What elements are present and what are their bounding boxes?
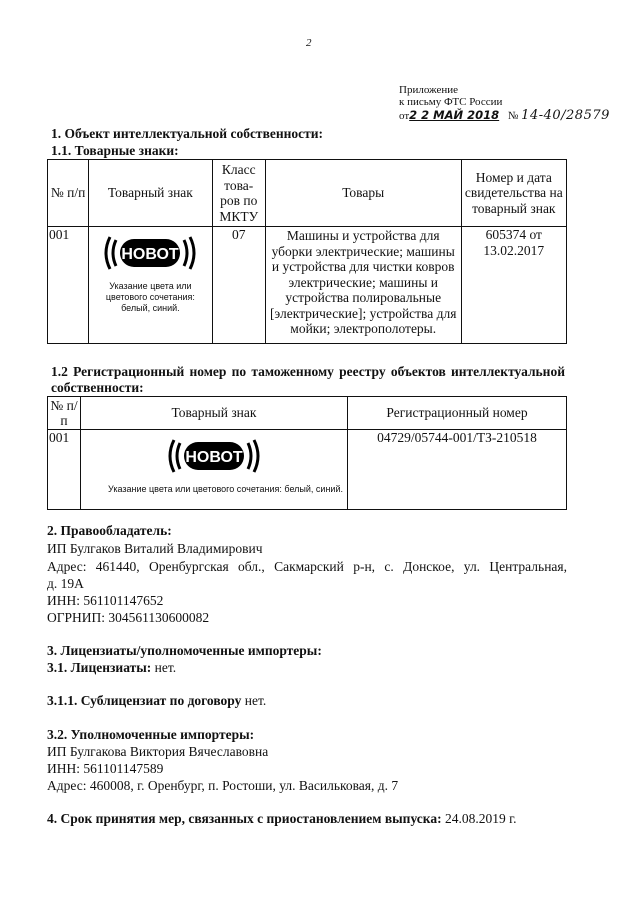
hobot-logo-icon: [100, 231, 200, 275]
owner-inn: ИНН: 561101147652: [47, 593, 164, 608]
appendix-date: 2 2 МАЙ 2018: [409, 108, 500, 122]
date-prefix: от: [399, 110, 410, 122]
svg-text:НОВОТ: НОВОТ: [121, 246, 180, 263]
color-caption: Указание цвета или цветового сочетания: белый, синий.: [105, 280, 195, 313]
owner-address-2: д. 19А: [47, 576, 84, 591]
row-reg: 04729/05744-001/ТЗ-210518: [348, 430, 567, 510]
row-goods: Машины и устройства для уборки электрические; машины и устройства для чистки ковров электрические; машины и устройства полировальные [электрические]; устройства для мойки; электрополотеры.: [265, 227, 461, 344]
appendix-block: [399, 84, 610, 122]
sublicensee-value: нет.: [244, 693, 267, 708]
header-cert: Номер и дата свидетельства на товарный знак: [461, 160, 566, 227]
row-num: 001: [48, 227, 89, 344]
sublicensee-label: 3.1.1. Сублицензиат по договору: [47, 693, 242, 708]
section3-title: 3. Лицензиаты/уполномоченные импортеры:: [47, 643, 322, 658]
importers-label: 3.2. Уполномоченные импортеры:: [47, 727, 255, 742]
header-num: № п/п: [48, 160, 89, 227]
owner-name: ИП Булгаков Виталий Владимирович: [47, 541, 263, 556]
header-num: № п/п: [48, 397, 81, 430]
appendix-line-2: к письму ФТС России: [399, 96, 503, 108]
row-num: 001: [48, 430, 81, 510]
header-reg: Регистрационный номер: [348, 397, 567, 430]
hobot-logo: [164, 434, 264, 478]
table-row: [48, 430, 567, 510]
row-mark: [89, 227, 212, 344]
section1-title: 1. Объект интеллектуальной собственности:: [51, 126, 324, 141]
cert-date: 13.02.2017: [483, 242, 545, 258]
row-mark: [81, 430, 348, 510]
table-header-row: [48, 397, 567, 430]
table-row: [48, 227, 567, 344]
appendix-number: 14-40/28579: [521, 108, 610, 123]
term-label: 4. Срок принятия мер, связанных с приостановлением выпуска:: [47, 811, 442, 826]
owner-address-1: Адрес: 461440, Оренбургская обл., Сакмарский р-н, с. Донское, ул. Центральная,: [47, 559, 567, 574]
appendix-line-1: Приложение: [399, 84, 459, 96]
importer-inn: ИНН: 561101147589: [47, 761, 164, 776]
term-value: 24.08.2019 г.: [445, 811, 517, 826]
header-goods: Товары: [265, 160, 461, 227]
svg-text:НОВОТ: НОВОТ: [185, 449, 243, 466]
table-header-row: [48, 160, 567, 227]
header-class: Класс това-ров по МКТУ: [212, 160, 265, 227]
hobot-logo: [100, 231, 200, 275]
section1-subtitle: 1.1. Товарные знаки:: [51, 143, 179, 158]
licensees-label: 3.1. Лицензиаты:: [47, 660, 152, 675]
section12-title: 1.2 Регистрационный номер по таможенному реестру объектов интеллектуальной собственности:: [51, 364, 565, 395]
trademarks-table: [47, 159, 567, 344]
licensees-value: нет.: [154, 660, 177, 675]
hobot-logo-icon: [164, 434, 264, 478]
appendix-date-line: [399, 109, 610, 122]
sublicensee-line: [47, 693, 266, 709]
licensees-line: [47, 660, 176, 676]
section2-title: 2. Правообладатель:: [47, 523, 172, 538]
header-mark: Товарный знак: [81, 397, 348, 430]
term-line: [47, 811, 517, 827]
number-prefix: №: [507, 110, 519, 122]
color-caption: Указание цвета или цветового сочетания: белый, синий.: [108, 483, 343, 494]
registry-table: [47, 396, 567, 510]
owner-ogrnip: ОГРНИП: 304561130600082: [47, 610, 210, 625]
row-class: 07: [212, 227, 265, 344]
header-mark: Товарный знак: [89, 160, 212, 227]
page-number: 2: [306, 37, 312, 49]
importer-name: ИП Булгакова Виктория Вячеславовна: [47, 744, 269, 759]
row-cert: [461, 227, 566, 344]
importer-address: Адрес: 460008, г. Оренбург, п. Ростоши, ул. Васильковая, д. 7: [47, 778, 399, 793]
cert-number: 605374 от: [485, 227, 542, 242]
